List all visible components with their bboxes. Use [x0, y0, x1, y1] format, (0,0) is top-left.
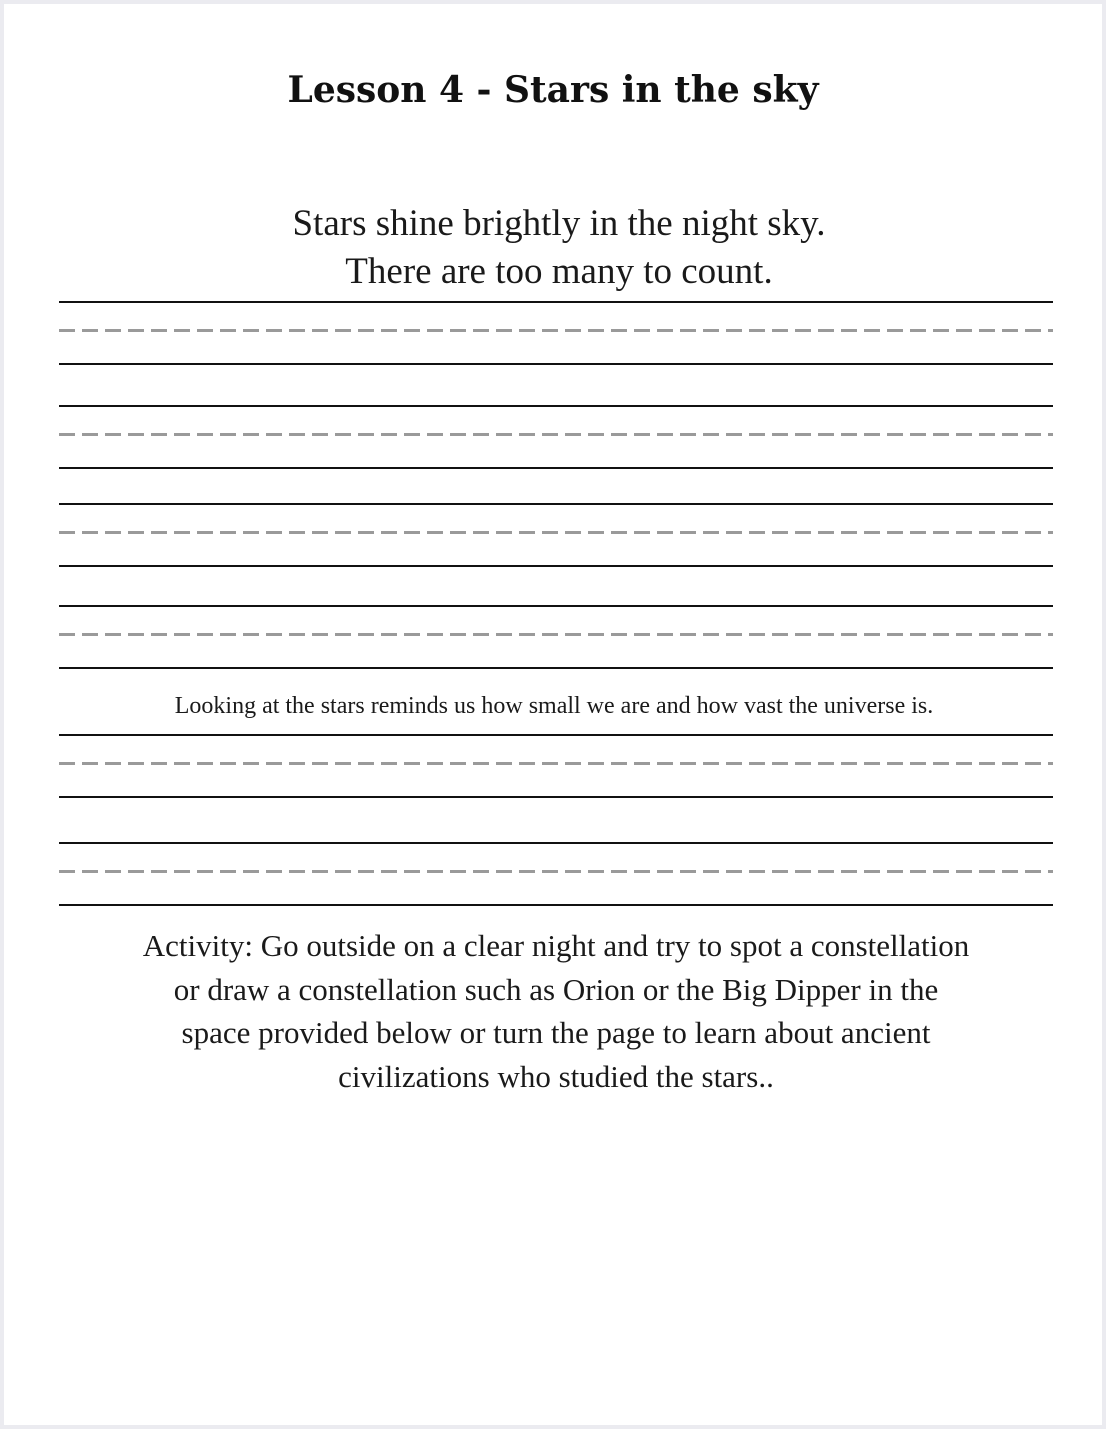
drawing-space[interactable]: [59, 1110, 1053, 1400]
handwriting-line-midline: [59, 762, 1053, 765]
handwriting-line-baseline: [59, 667, 1053, 669]
trace-sentence-line-2: There are too many to count.: [345, 251, 773, 292]
handwriting-line-top: [59, 605, 1053, 607]
quote-text: Looking at the stars reminds us how small we are and how vast the universe is.: [174, 693, 934, 719]
handwriting-line-midline: [59, 870, 1053, 873]
handwriting-line-4: [59, 605, 1053, 673]
handwriting-line-6: [59, 842, 1053, 910]
activity-line-2: or draw a constellation such as Orion or the Big Dipper in the: [173, 971, 939, 1007]
handwriting-line-1: [59, 301, 1053, 369]
handwriting-line-top: [59, 503, 1053, 505]
handwriting-line-5: [59, 734, 1053, 802]
handwriting-line-3: [59, 503, 1053, 571]
handwriting-line-baseline: [59, 363, 1053, 365]
handwriting-line-midline: [59, 531, 1053, 534]
page-title: Lesson 4 - Stars in the sky: [287, 69, 819, 111]
handwriting-line-midline: [59, 633, 1053, 636]
handwriting-line-baseline: [59, 904, 1053, 906]
trace-sentence-line-1: Stars shine brightly in the night sky.: [292, 203, 826, 244]
handwriting-line-midline: [59, 433, 1053, 436]
handwriting-line-2: [59, 405, 1053, 473]
handwriting-line-baseline: [59, 467, 1053, 469]
handwriting-line-midline: [59, 329, 1053, 332]
handwriting-line-top: [59, 405, 1053, 407]
handwriting-line-baseline: [59, 796, 1053, 798]
activity-line-1: Activity: Go outside on a clear night and try to spot a constellation: [142, 928, 970, 963]
handwriting-line-top: [59, 842, 1053, 844]
handwriting-line-top: [59, 301, 1053, 303]
activity-line-4: civilizations who studied the stars..: [338, 1058, 774, 1094]
handwriting-line-top: [59, 734, 1053, 736]
activity-instructions: [56, 924, 1056, 1098]
activity-line-3: space provided below or turn the page to learn about ancient: [181, 1015, 931, 1050]
handwriting-line-baseline: [59, 565, 1053, 567]
